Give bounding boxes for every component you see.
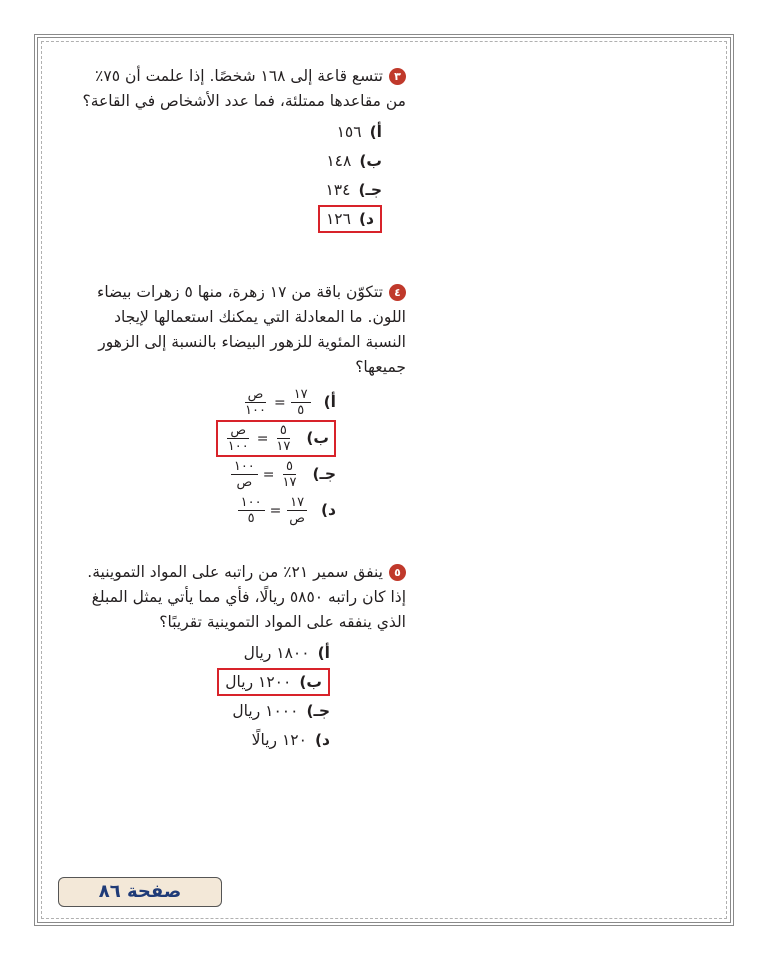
- question-5-text: ينفق سمير ٢١٪ من راتبه على المواد التموينية. إذا كان راتبه ٥٨٥٠ ريالًا، فأي مما يأتي يمثل المبلغ الذي ينفقه على المواد التموينية تقريبًا؟: [87, 563, 406, 631]
- equals-sign: =: [262, 466, 275, 483]
- fraction-right: $\frac{\text{ص}}{١٠٠}$: [227, 423, 249, 454]
- question-number-badge: ٥: [389, 564, 406, 581]
- question-5-stem: [76, 560, 406, 635]
- fraction-left: $\frac{١٧}{٥}$: [291, 387, 311, 418]
- option-value: ١٢٠ ريالًا: [251, 731, 307, 749]
- option-b[interactable]: [76, 420, 336, 456]
- option-a[interactable]: [76, 118, 382, 147]
- page-number-tag: [58, 877, 222, 907]
- option-d[interactable]: [76, 492, 336, 528]
- option-value: ١٣٤: [325, 181, 351, 199]
- option-a[interactable]: [76, 639, 330, 668]
- fraction-right: $\frac{١٠٠}{٥}$: [238, 495, 265, 526]
- equals-sign: =: [256, 430, 269, 447]
- equals-sign: =: [273, 394, 286, 411]
- option-c[interactable]: [76, 176, 382, 205]
- page-number-label: صفحة ٨٦: [98, 881, 182, 902]
- option-label: جـ): [312, 465, 336, 483]
- option-label: ب): [359, 152, 382, 170]
- option-c[interactable]: [76, 697, 330, 726]
- option-a[interactable]: [76, 384, 336, 420]
- fraction-left: $\frac{٥}{١٧}$: [282, 459, 297, 490]
- question-4-stem: [76, 280, 406, 380]
- question-3-text: تتسع قاعة إلى ١٦٨ شخصًا. إذا علمت أن ٧٥٪ من مقاعدها ممتلئة، فما عدد الأشخاص في القاعة؟: [82, 67, 406, 110]
- question-number-badge: ٤: [389, 284, 406, 301]
- option-label: ب): [299, 673, 322, 691]
- option-label: ب): [306, 429, 329, 447]
- question-5-options: [76, 639, 330, 755]
- question-3-stem: [76, 64, 406, 114]
- fraction-right: $\frac{\text{ص}}{١٠٠}$: [245, 387, 266, 418]
- option-label: أ): [317, 644, 330, 662]
- question-4: [76, 280, 406, 528]
- option-value: ١٢٦: [325, 210, 351, 228]
- fraction-left: $\frac{٥}{١٧}$: [276, 423, 291, 454]
- question-4-options: [76, 384, 336, 528]
- question-5: [76, 560, 406, 755]
- option-label: د): [358, 210, 374, 228]
- option-value: ١٤٨: [326, 152, 352, 170]
- option-value: ١٥٦: [336, 123, 362, 141]
- option-c[interactable]: [76, 456, 336, 492]
- option-d[interactable]: [76, 205, 382, 234]
- option-label: د): [320, 501, 336, 519]
- option-b[interactable]: [76, 147, 382, 176]
- option-value: ١٠٠٠ ريال: [232, 702, 299, 720]
- option-label: جـ): [306, 702, 330, 720]
- option-value: ١٢٠٠ ريال: [225, 673, 292, 691]
- question-3-options: [76, 118, 382, 234]
- question-number-badge: ٣: [389, 68, 406, 85]
- option-label: أ): [323, 393, 336, 411]
- question-4-text: تتكوّن باقة من ١٧ زهرة، منها ٥ زهرات بيضاء اللون. ما المعادلة التي يمكنك استعمالها لإيجاد النسبة المئوية للزهور البيضاء بالنسبة إلى الزهور جميعها؟: [97, 283, 406, 376]
- correct-answer-box: [216, 420, 336, 457]
- option-label: د): [314, 731, 330, 749]
- fraction-right: $\frac{١٠٠}{\text{ص}}$: [231, 459, 258, 490]
- correct-answer-box: [318, 205, 382, 233]
- fraction-left: $\frac{١٧}{\text{ص}}$: [286, 495, 308, 526]
- correct-answer-box: [217, 668, 330, 696]
- equals-sign: =: [269, 502, 282, 519]
- option-value: ١٨٠٠ ريال: [243, 644, 310, 662]
- option-d[interactable]: [76, 726, 330, 755]
- question-3: [76, 64, 406, 234]
- option-label: جـ): [358, 181, 382, 199]
- option-label: أ): [369, 123, 382, 141]
- option-b[interactable]: [76, 668, 330, 697]
